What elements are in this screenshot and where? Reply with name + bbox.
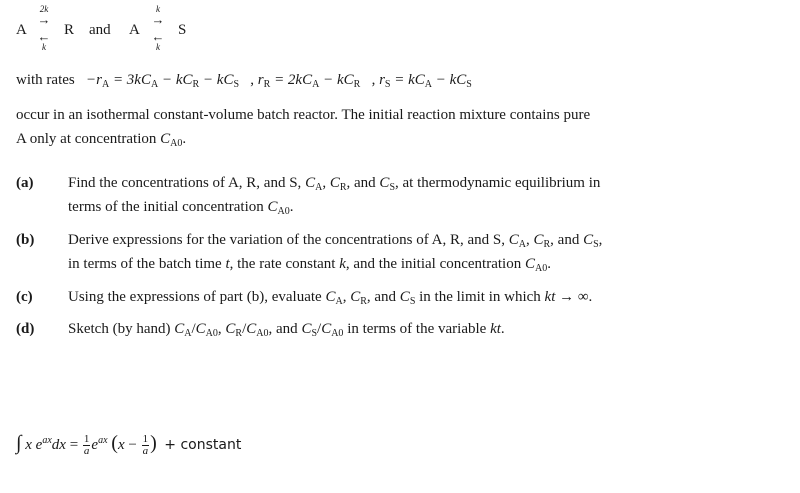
question-c-text: Using the expressions of part (b), evaluate $C_A$, $C_R$, and $C_S$ in the limit in which kt → ∞. xyxy=(68,289,593,307)
rate-constant-reverse-2: k xyxy=(156,42,160,52)
description-line-2: A only at concentration $C_{A0}$. xyxy=(16,131,187,149)
fraction-one-over-a-2: $\frac{1}{a}$ xyxy=(142,433,149,458)
species-a: A xyxy=(16,22,27,38)
species-a-2: A xyxy=(129,22,140,38)
question-b-text: Derive expressions for the variation of the concentrations of A, R, and S, $C_A$, $C_R$, and $C_S$, in terms of the batch time t, the rate constant k, and the initial concentration $C_{A0}$. xyxy=(68,232,603,274)
question-d-text: Sketch (by hand) $C_A/C_{A0}$, $C_R/C_{A0}$, and $C_S/C_{A0}$ in terms of the variable kt. xyxy=(68,321,505,339)
rate-constant-forward-1: 2k xyxy=(39,4,49,14)
equilibrium-arrow-2 xyxy=(146,4,170,52)
reverse-arrow-icon: ← xyxy=(37,29,51,44)
forward-arrow-icon: → xyxy=(37,12,51,27)
integral-sign: ∫ xyxy=(16,432,22,454)
species-s: S xyxy=(178,22,187,38)
reverse-arrow-icon: ← xyxy=(151,29,165,44)
integral-formula: ∫ x $e^{ax}dx$ = $\frac{1}{a}$ $e^{ax}$ (x − $\frac{1}{a}$ ) + constant xyxy=(16,432,242,458)
forward-arrow-icon: → xyxy=(151,12,165,27)
description-line-1: occur in an isothermal constant-volume batch reactor. The initial reaction mixture contains pure xyxy=(16,107,591,123)
species-r: R xyxy=(64,22,75,38)
question-a-text: Find the concentrations of A, R, and S, $C_A$, $C_R$, and $C_S$, at thermodynamic equilibrium in terms of the initial concentration $C_{A0}$. xyxy=(68,175,601,217)
question-d-label: (d) xyxy=(16,321,35,337)
question-a-label: (a) xyxy=(16,175,34,191)
plus-constant: + constant xyxy=(164,437,242,453)
rates-intro: with rates xyxy=(16,72,75,88)
and-word: and xyxy=(89,22,111,38)
rate-constant-forward-2: k xyxy=(156,4,160,14)
rate-constant-reverse-1: k xyxy=(42,42,46,52)
equilibrium-arrow-1 xyxy=(32,4,56,52)
rate-expressions: with rates $-r_A = 3kC_A - kC_R - kC_S$ , $r_R = 2kC_A - kC_R$ , $r_S = kC_A - kC_S$ xyxy=(16,72,472,90)
fraction-one-over-a: $\frac{1}{a}$ xyxy=(83,433,90,458)
question-b-label: (b) xyxy=(16,232,35,248)
question-c-label: (c) xyxy=(16,289,33,305)
